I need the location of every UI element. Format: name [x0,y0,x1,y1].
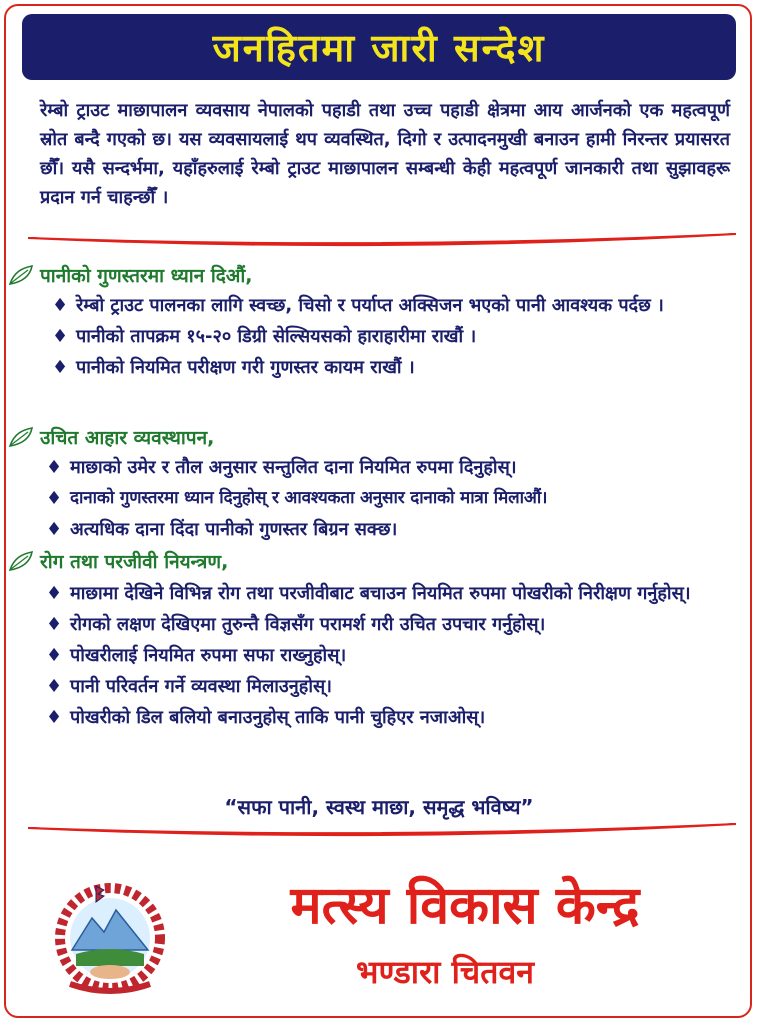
intro-paragraph: रेम्बो ट्राउट माछापालन व्यवसाय नेपालको पहाडी तथा उच्च पहाडी क्षेत्रमा आय आर्जनको एक महत्वपूर्ण स्रोत बन्दै गएको छ। यस व्यवसायलाई थप व्यवस्थित, दिगो र उत्पादनमुखी बनाउन हामी निरन्तर प्रयासरत छौँ। यसै सन्दर्भमा, यहाँहरुलाई रेम्बो ट्राउट माछापालन सम्बन्धी केही महत्वपूर्ण जानकारी तथा सुझावहरू प्रदान गर्न चाहन्छौँ । [40,100,730,208]
diamond-bullet-icon: ♦ [52,326,69,347]
diamond-bullet-icon: ♦ [52,357,69,378]
list-item: ♦ रोगको लक्षण देखिएमा तुरुन्तै विज्ञसँग परामर्श गरी उचित उपचार गर्नुहोस्। [46,609,746,640]
leaf-icon [8,426,34,448]
water-quality-list [52,290,732,383]
organization-location: भण्डारा चितवन [355,953,535,991]
diamond-bullet-icon: ♦ [46,645,63,666]
bottom-divider [0,818,758,848]
slogan: “सफा पानी, स्वस्थ माछा, समृद्ध भविष्य” [224,795,534,819]
diamond-bullet-icon: ♦ [52,295,69,316]
list-item: ♦ दानाको गुणस्तरमा ध्यान दिनुहोस् र आवश्यकता अनुसार दानाको मात्रा मिलाऔं। [46,483,754,514]
list-item: ♦ माछामा देखिने विभिन्न रोग तथा परजीवीबाट बचाउन नियमित रुपमा पोखरीको निरीक्षण गर्नुहोस्। [46,578,746,609]
top-divider [0,228,758,258]
feeding-list [46,452,754,545]
list-item: ♦ पानीको तापक्रम १५-२० डिग्री सेल्सियसको हाराहारीमा राखौं । [52,321,732,352]
list-item: ♦ माछाको उमेर र तौल अनुसार सन्तुलित दाना नियमित रुपमा दिनुहोस्। [46,452,754,483]
list-item: ♦ पोखरीको डिल बलियो बनाउनुहोस् ताकि पानी चुहिएर नजाओस्। [46,702,746,733]
organization-name: मत्स्य विकास केन्द्र [290,876,640,936]
disease-list [46,578,746,733]
section-water-quality-heading [8,262,253,288]
nepal-government-emblem-icon [40,880,180,998]
diamond-bullet-icon: ♦ [46,614,63,635]
diamond-bullet-icon: ♦ [46,707,63,728]
diamond-bullet-icon: ♦ [46,583,63,604]
section-heading-text: उचित आहार व्यवस्थापन, [40,427,215,449]
diamond-bullet-icon: ♦ [46,488,62,509]
list-item: ♦ रेम्बो ट्राउट पालनका लागि स्वच्छ, चिसो र पर्याप्त अक्सिजन भएको पानी आवश्यक पर्दछ । [52,290,732,321]
leaf-icon [8,264,34,286]
section-heading-text: रोग तथा परजीवी नियन्त्रण, [40,551,229,573]
diamond-bullet-icon: ♦ [46,457,63,478]
leaf-icon [8,550,34,572]
list-item: ♦ पानीको नियमित परीक्षण गरी गुणस्तर कायम राखौं । [52,352,732,383]
diamond-bullet-icon: ♦ [46,519,63,540]
section-heading-text: पानीको गुणस्तरमा ध्यान दिऔं, [40,265,253,287]
list-item: ♦ पानी परिवर्तन गर्ने व्यवस्था मिलाउनुहोस्। [46,671,746,702]
section-feeding-heading [8,424,214,450]
section-disease-heading [8,548,228,574]
title-banner [22,14,736,80]
list-item: ♦ पोखरीलाई नियमित रुपमा सफा राख्नुहोस्। [46,640,746,671]
list-item: ♦ अत्यधिक दाना दिंदा पानीको गुणस्तर बिग्रन सक्छ। [46,514,754,545]
poster-title: जनहितमा जारी सन्देश [212,26,546,70]
diamond-bullet-icon: ♦ [46,676,63,697]
